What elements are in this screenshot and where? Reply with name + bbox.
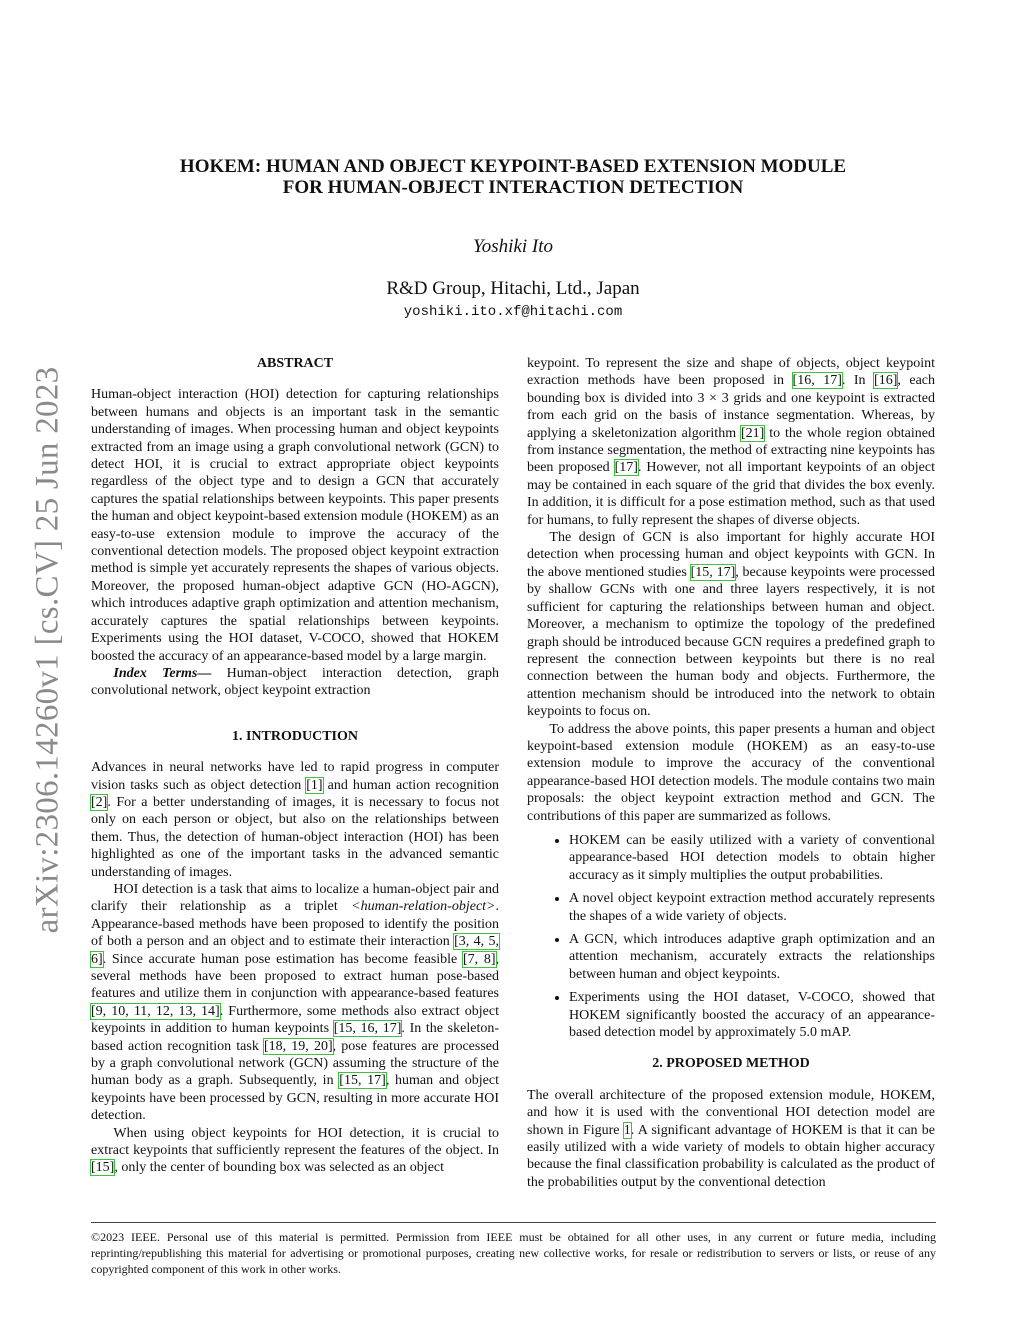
citation-link[interactable]: [7, 8] [462,951,496,967]
citation-link[interactable]: [15, 17] [339,1073,386,1089]
citation-link[interactable]: [3, 4, 5, 6] [91,934,499,967]
text-run: . Furthermore, some methods also extract object keypoints in addition to human keypoints [91,1003,499,1037]
text-run: . Appearance-based methods have been proposed to identify the position of both a person and an object and to estimate their interaction [91,899,499,950]
paper-title [90,156,936,198]
contribution-item: • A novel object keypoint extraction method accurately represents the shapes of a wide variety of objects. [569,890,935,925]
citation-link[interactable]: [18, 19, 20] [264,1038,333,1054]
abstract-heading: ABSTRACT [256,356,334,371]
contribution-item: • Experiments using the HOI dataset, V-COCO, showed that HOKEM significantly boosted the accuracy of an appearance-based detection model by approximately 5.0 mAP. [569,989,935,1041]
left-column [91,355,499,1177]
title-line-2: FOR HUMAN-OBJECT INTERACTION DETECTION [282,177,744,198]
citation-link[interactable]: [17] [614,460,638,476]
contribution-item: • HOKEM can be easily utilized with a variety of conventional appearance-based HOI detection models to obtain higher accuracy as it simply multiplies the output probabilities. [569,832,935,884]
text-run: Advances in neural networks have led to rapid progress in computer vision tasks such as object detection [91,760,499,793]
affiliation: R&D Group, Hitachi, Ltd., Japan [386,278,640,299]
right-paragraph-2 [527,529,935,720]
arxiv-stamp-text: arXiv:2306.14260v1 [cs.CV] 25 Jun 2023 [29,366,66,934]
title-line-1: HOKEM: HUMAN AND OBJECT KEYPOINT-BASED EXTENSION MODULE [179,156,847,177]
citation-link[interactable]: [15] [91,1160,115,1176]
text-run: , only the center of bounding box was selected as an object [114,1160,445,1176]
text-run: , pose features are processed by a graph convolutional network (GCN) assuming the structure of the human body as a graph. Subsequently, in [91,1038,499,1089]
method-paragraph-1 [527,1087,935,1191]
right-paragraph-1 [527,355,935,529]
text-run: HOI detection is a task that aims to localize a human-object pair and clarify their relationship as a triplet [91,881,499,915]
text-run: , several methods have been proposed to extract human pose-based features and utilize them in conjunction with appearance-based features [91,951,499,1002]
paper-header [90,156,936,320]
method-heading: 2. PROPOSED METHOD [652,1056,810,1072]
intro-paragraph-3 [91,1125,499,1177]
triplet-text: <human-relation-object> [351,899,496,915]
arxiv-stamp [18,360,78,940]
text-run: . A significant advantage of HOKEM is that it can be easily utilized with a wide variety of models to obtain higher accuracy because the final classification probability is calculated as the product of the probabilities output by the conventional detection [527,1122,936,1190]
text-run: . Since accurate human pose estimation has become feasible [102,951,463,967]
intro-heading: 1. INTRODUCTION [231,728,358,744]
citation-link[interactable]: [16] [874,373,898,389]
right-column [527,355,935,1191]
text-run: . In [841,373,875,389]
citation-link[interactable]: [16, 17] [792,373,842,389]
text-run: . However, not all important keypoints of an object may be contained in each square of the grid that divides the box evenly. In addition, it is difficult for a pose estimation method, such as that used for humans, to fully represent the shapes of diverse objects. [527,460,935,528]
citation-link[interactable]: [15, 16, 17] [333,1021,402,1037]
text-run: . For a better understanding of images, it is necessary to focus not only on each person or object, but also on the relationships between them. Thus, the detection of human-object interaction (HOI) has been highlighted as one of the important tasks in the advanced semantic understanding of images. [91,794,499,880]
author-name: Yoshiki Ito [472,236,554,257]
text-run: and human action recognition [322,777,499,793]
contributions-list [527,832,935,1041]
abstract-body: Human-object interaction (HOI) detection for capturing relationships between humans and objects is an important task in the semantic understanding of images. When processing human and object keypoints extracted from an image using a graph convolutional network (GCN) to detect HOI, it is crucial to extract appropriate object keypoints regardless of the object type and to design a GCN that accurately captures the spatial relationships between keypoints. This paper presents the human and object keypoint-based extension module (HOKEM) as an easy-to-use extension module to improve the accuracy of the conventional detection models. The proposed object keypoint extraction method is simple yet accurately represents the shapes of various objects. Moreover, the proposed human-object adaptive GCN (HO-AGCN), which introduces adaptive graph optimization and attention mechanism, accurately captures the spatial relationships between keypoints. Experiments using the HOI dataset, V-COCO, showed that HOKEM boosted the accuracy of an appearance-based model by a large margin. [91,387,499,664]
citation-link[interactable]: [2] [91,794,108,810]
citation-link[interactable]: [9, 10, 11, 12, 13, 14] [91,1003,220,1019]
text-run: , because keypoints were processed by shallow GCNs with one and three layers respectively, it is not sufficient for capturing the relationships between human and object. Moreover, a mechanism to optimize the topology of the predefined graph should be introduced because GCN requires a predefined graph to represent the connection between keypoints but there is no real connection between the human body and objects. Furthermore, the attention mechanism should be introduced into the network to obtain keypoints to focus on. [527,564,935,720]
citation-link[interactable]: [15, 17] [690,564,736,580]
index-terms [91,665,499,700]
text-run: The overall architecture of the proposed extension module, HOKEM, and how it is used with the conventional HOI detection model are shown in Figure [527,1087,935,1138]
text-run: . In the skeleton-based action recognition task [91,1021,499,1054]
text-run: to the whole region obtained from instance segmentation, the method of extracting nine keypoints has been proposed [527,425,935,476]
index-terms-text: Human-object interaction detection, graph convolutional network, object keypoint extraction [91,665,499,699]
text-run: , human and object keypoints have been processed by GCN, resulting in more accurate HOI detection. [91,1073,499,1124]
citation-link[interactable]: [1] [306,777,323,793]
copyright-footer: ©2023 IEEE. Personal use of this material is permitted. Permission from IEEE must be obtained for all other uses, in any current or future media, including reprinting/republishing this material for advertising or promotional purposes, creating new collective works, for resale or redistribution to servers or lists, or reuse of any copyrighted component of this work in other works. [91,1222,936,1277]
right-paragraph-3: To address the above points, this paper presents a human and object keypoint-based extension module (HOKEM) as an easy-to-use extension module to improve the accuracy of the conventional appearance-based HOI detection models. The module contains two main proposals: the object keypoint extraction method and GCN. The contributions of this paper are summarized as follows. [527,721,935,824]
text-run: keypoint. To represent the size and shape of objects, object keypoint exraction methods have been proposed in [527,356,935,389]
intro-paragraph-2 [91,881,499,1125]
citation-link[interactable]: [21] [740,425,765,441]
text-run: The design of GCN is also important for highly accurate HOI detection when processing human and object keypoints with GCN. In the above mentioned studies [527,530,935,580]
author-email: yoshiki.ito.xf@hitachi.com [403,304,623,320]
text-run: When using object keypoints for HOI detection, it is crucial to extract keypoints that sufficiently represent the features of the object. In [91,1125,499,1159]
index-terms-label: Index Terms— [113,665,212,681]
contribution-item: • A GCN, which introduces adaptive graph optimization and an attention mechanism, accurately extracts the relationships between human and object keypoints. [569,931,935,983]
text-run: , each bounding box is divided into 3 × 3 grids and one keypoint is extracted from each grid on the basis of instance segmentation. Whereas, by applying a skeletonization algorithm [527,373,935,441]
intro-paragraph-1 [91,759,499,881]
figure-link[interactable]: 1 [623,1122,631,1138]
